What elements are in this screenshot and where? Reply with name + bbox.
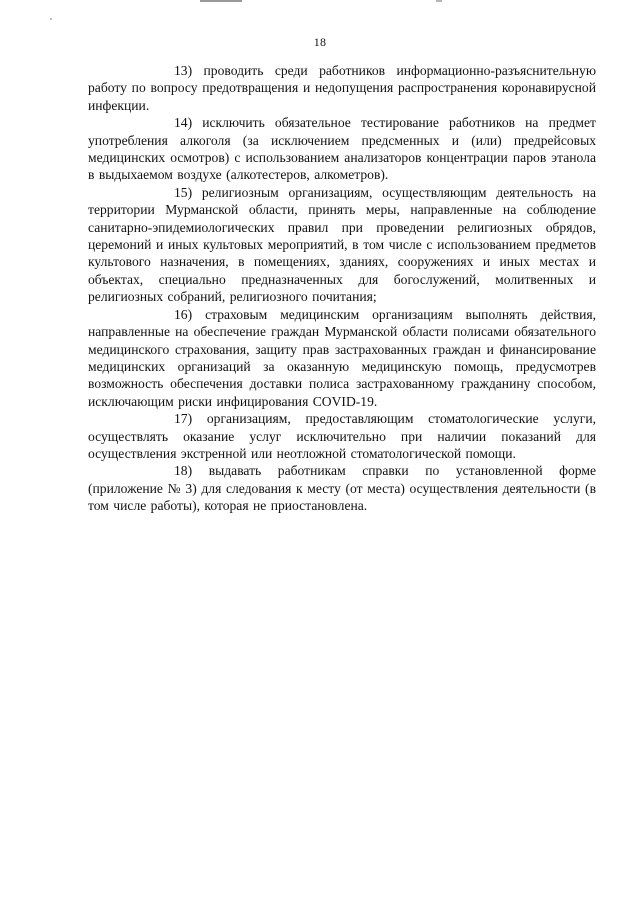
item-number: 13) — [174, 63, 193, 78]
item-text: проводить среди работников информационно-разъяснительную работу по вопросу предотвращения и недопущения распространения коронавирусной инфекции. — [88, 63, 596, 113]
scan-artifact-line — [200, 0, 242, 2]
scan-artifact-mark — [436, 0, 442, 2]
item-text: выдавать работникам справки по установленной форме (приложение № 3) для следования к месту (от места) осуществления деятельности (в том числе работы), которая не приостановлена. — [88, 463, 596, 514]
item-text: исключить обязательное тестирование работников на предмет употребления алкоголя (за исключением предсменных и (или) предрейсовых медицинских осмотров) с использованием анализаторов концентрации паров этанола в выдыхаемом воздухе (алкотестеров, алкометров). — [88, 115, 596, 183]
scan-artifact-dot — [50, 18, 52, 20]
page-number: 18 — [313, 35, 327, 49]
list-item — [88, 184, 596, 306]
list-item — [88, 62, 596, 114]
item-number: 15) — [174, 184, 193, 200]
list-item — [88, 462, 596, 514]
list-item — [88, 114, 596, 184]
item-text: религиозным организациям, осуществляющим деятельность на территории Мурманской области, принять меры, направленные на соблюдение санитарно-эпидемиологических правил при проведении религиозных обрядов, церемоний и иных культовых мероприятий, в том числе с использованием предметов культового назначения, в помещениях, зданиях, сооружениях и иных местах и объектах, специально предназначенных для богослужений, молитвенных и религиозных собраний, религиозного почитания; — [88, 184, 596, 305]
item-text: страховым медицинским организациям выполнять действия, направленные на обеспечение граждан Мурманской области полисами обязательного медицинского страхования, защиту прав застрахованных граждан и финансирование медицинских организаций за оказанную медицинскую помощь, предусмотрев возможность обеспечения доставки полиса застрахованному гражданину способом, исключающим риски инфицирования COVID-19. — [88, 306, 596, 409]
item-number: 18) — [174, 463, 193, 479]
list-item — [88, 410, 596, 462]
list-item — [88, 306, 596, 410]
item-text: организациям, предоставляющим стоматологические услуги, осуществлять оказание услуг исключительно при наличии показаний для осуществления экстренной или неотложной стоматологической помощи. — [88, 411, 596, 461]
item-number: 17) — [174, 411, 193, 427]
item-number: 14) — [174, 115, 193, 131]
item-number: 16) — [174, 306, 193, 322]
document-body — [88, 62, 596, 515]
